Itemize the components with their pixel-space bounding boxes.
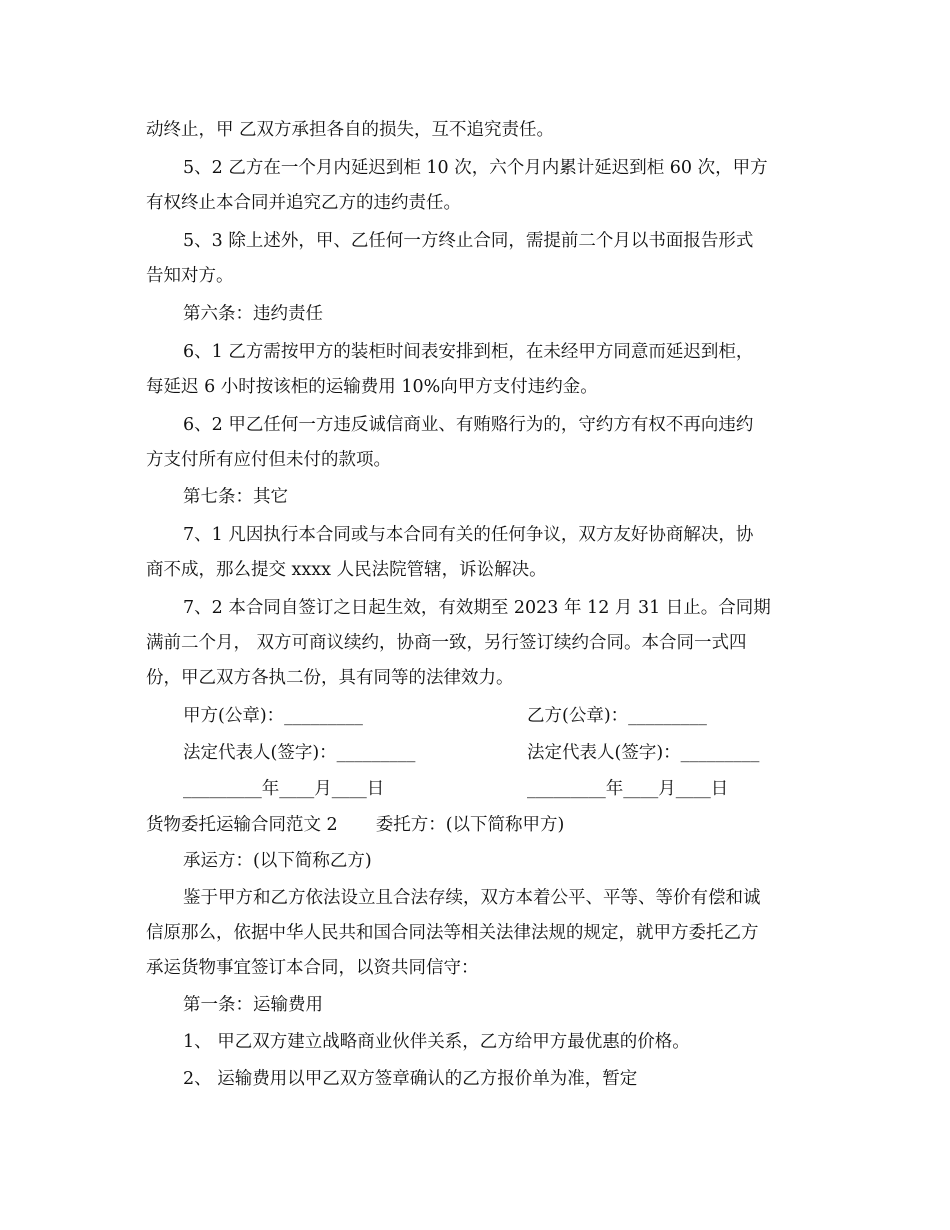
paragraph-line: 满前二个月， 双方可商议续约，协商一致，另行签订续约合同。本合同一式四 [146, 633, 747, 653]
paragraph-line: 2、 运输费用以甲乙双方签章确认的乙方报价单为准，暂定 [183, 1069, 638, 1089]
second-contract-header [146, 813, 826, 837]
carrier-line: 承运方：(以下简称乙方) [183, 851, 372, 871]
party-a-date: _________年____月____日 [183, 779, 385, 799]
party-b-date: _________年____月____日 [527, 779, 729, 799]
section-heading: 第一条：运输费用 [183, 995, 323, 1015]
party-b-seal: 乙方(公章)：_________ [527, 706, 707, 726]
party-a-representative: 法定代表人(签字)：_________ [183, 743, 416, 763]
paragraph-line: 份，甲乙双方各执二份，具有同等的法律效力。 [146, 668, 514, 688]
paragraph-line: 每延迟 6 小时按该柜的运输费用 10%向甲方支付违约金。 [146, 377, 598, 397]
paragraph-line: 告知对方。 [146, 266, 234, 286]
paragraph-line: 动终止，甲 乙双方承担各自的损失，互不追究责任。 [146, 120, 555, 140]
consignor-line: 委托方：(以下简称甲方) [375, 815, 565, 835]
paragraph-line: 信原那么，依据中华人民共和国合同法等相关法律法规的规定，就甲方委托乙方 [146, 923, 759, 943]
section-heading: 第七条：其它 [183, 487, 288, 507]
paragraph-line: 6、2 甲乙任何一方违反诚信商业、有贿赂行为的，守约方有权不再向违约 [183, 415, 754, 435]
section-heading: 第六条：违约责任 [183, 304, 323, 324]
second-contract-title: 货物委托运输合同范文 2 [146, 815, 338, 835]
paragraph-line: 方支付所有应付但未付的款项。 [146, 450, 391, 470]
paragraph-line: 5、3 除上述外，甲、乙任何一方终止合同，需提前二个月以书面报告形式 [183, 231, 754, 251]
paragraph-line: 商不成，那么提交 xxxx 人民法院管辖，诉讼解决。 [146, 560, 547, 580]
paragraph-line: 6、1 乙方需按甲方的装柜时间表安排到柜，在未经甲方同意而延迟到柜， [183, 342, 754, 362]
paragraph-line: 鉴于甲方和乙方依法设立且合法存续，双方本着公平、平等、等价有偿和诚 [183, 888, 761, 908]
party-a-seal: 甲方(公章)：_________ [183, 706, 363, 726]
paragraph-line: 承运货物事宜签订本合同，以资共同信守： [146, 958, 479, 978]
paragraph-line: 7、1 凡因执行本合同或与本合同有关的任何争议，双方友好协商解决，协 [183, 525, 754, 545]
paragraph-line: 5、2 乙方在一个月内延迟到柜 10 次，六个月内累计延迟到柜 60 次，甲方 [183, 158, 768, 178]
party-b-representative: 法定代表人(签字)：_________ [527, 743, 760, 763]
paragraph-line: 1、 甲乙双方建立战略商业伙伴关系，乙方给甲方最优惠的价格。 [183, 1032, 690, 1052]
paragraph-line: 7、2 本合同自签订之日起生效，有效期至 2023 年 12 月 31 日止。合同期 [183, 598, 771, 618]
paragraph-line: 有权终止本合同并追究乙方的违约责任。 [146, 193, 461, 213]
